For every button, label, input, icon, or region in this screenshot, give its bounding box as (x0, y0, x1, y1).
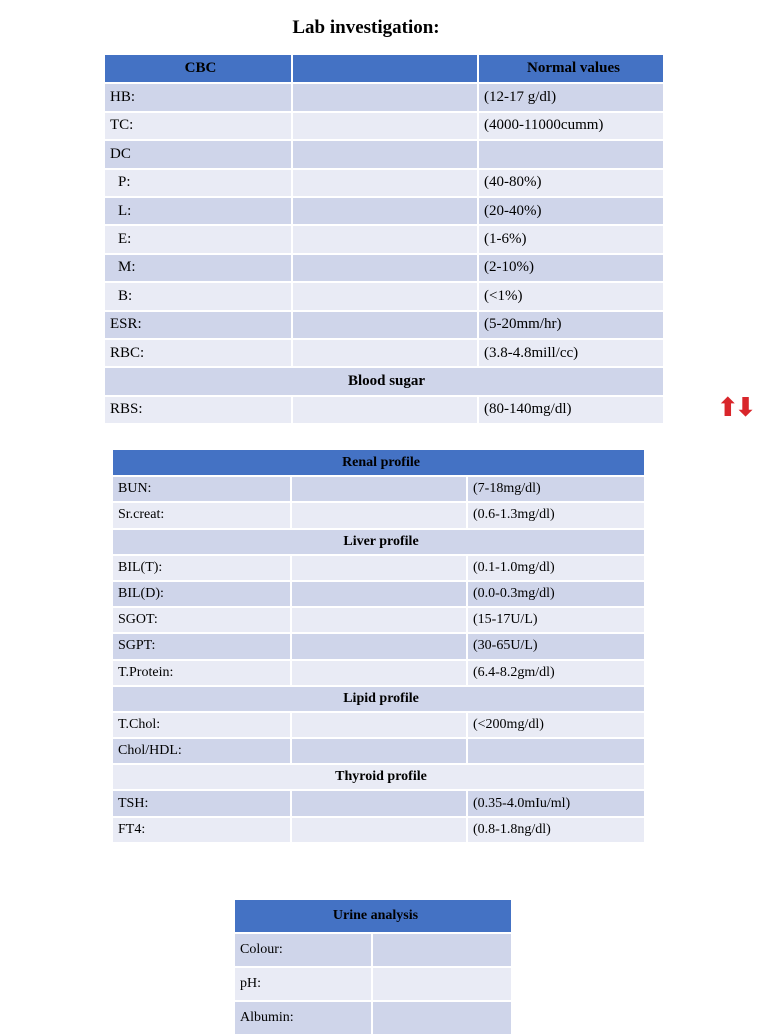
row-normal: (<200mg/dl) (467, 712, 644, 738)
table-row (105, 112, 663, 140)
table-row (105, 311, 663, 339)
row-normal: (0.0-0.3mg/dl) (467, 581, 644, 607)
table-row (235, 933, 511, 967)
section-header-row (113, 529, 644, 555)
table-row (105, 282, 663, 310)
table-row (113, 476, 644, 502)
row-label: Albumin: (235, 1001, 372, 1035)
row-normal: (0.8-1.8ng/dl) (467, 817, 644, 843)
row-normal: (5-20mm/hr) (478, 311, 663, 339)
row-label: pH: (235, 967, 372, 1001)
row-value[interactable] (291, 607, 467, 633)
liver-header: Liver profile (113, 529, 644, 555)
section-header-row (105, 367, 663, 395)
table-row (113, 712, 644, 738)
row-label: SGOT: (113, 607, 291, 633)
table-row (105, 396, 663, 424)
row-label: P: (105, 169, 292, 197)
row-value[interactable] (292, 112, 478, 140)
row-value[interactable] (292, 254, 478, 282)
cbc-header-row (105, 55, 663, 83)
page-title: Lab investigation: (292, 17, 440, 38)
row-value[interactable] (292, 140, 478, 168)
row-normal: (3.8-4.8mill/cc) (478, 339, 663, 367)
cbc-header-value (292, 55, 478, 83)
row-normal: (15-17U/L) (467, 607, 644, 633)
renal-header: Renal profile (113, 450, 644, 476)
row-label: B: (105, 282, 292, 310)
row-normal: (20-40%) (478, 197, 663, 225)
row-normal (467, 738, 644, 764)
row-value[interactable] (372, 1001, 511, 1035)
table-row (113, 817, 644, 843)
row-value[interactable] (291, 817, 467, 843)
row-value[interactable] (291, 790, 467, 816)
table-row (113, 581, 644, 607)
renal-header-row (113, 450, 644, 476)
urine-header-row (235, 900, 511, 933)
cbc-header-normal: Normal values (478, 55, 663, 83)
row-label: RBC: (105, 339, 292, 367)
cbc-table (105, 55, 663, 425)
row-normal: (0.6-1.3mg/dl) (467, 502, 644, 528)
lipid-header: Lipid profile (113, 686, 644, 712)
row-label: T.Protein: (113, 660, 291, 686)
urine-header: Urine analysis (235, 900, 511, 933)
row-normal: (30-65U/L) (467, 633, 644, 659)
row-label: T.Chol: (113, 712, 291, 738)
row-normal: (12-17 g/dl) (478, 83, 663, 111)
row-label: DC (105, 140, 292, 168)
row-label: ESR: (105, 311, 292, 339)
urine-table (235, 900, 511, 1036)
table-row (113, 790, 644, 816)
row-label: M: (105, 254, 292, 282)
row-label: TSH: (113, 790, 291, 816)
row-label: BUN: (113, 476, 291, 502)
row-label: RBS: (105, 396, 292, 424)
row-value[interactable] (292, 311, 478, 339)
row-value[interactable] (291, 502, 467, 528)
row-value[interactable] (372, 933, 511, 967)
row-value[interactable] (291, 712, 467, 738)
row-normal: (4000-11000cumm) (478, 112, 663, 140)
table-row (113, 555, 644, 581)
row-value[interactable] (292, 282, 478, 310)
table-row (105, 140, 663, 168)
row-value[interactable] (292, 197, 478, 225)
row-normal: (40-80%) (478, 169, 663, 197)
row-normal: (6.4-8.2gm/dl) (467, 660, 644, 686)
blood-sugar-header: Blood sugar (105, 367, 663, 395)
row-value[interactable] (292, 339, 478, 367)
table-row (113, 633, 644, 659)
table-row (113, 738, 644, 764)
table-row (105, 254, 663, 282)
row-label: Sr.creat: (113, 502, 291, 528)
cbc-header-label: CBC (105, 55, 292, 83)
row-normal: (0.35-4.0mIu/ml) (467, 790, 644, 816)
row-value[interactable] (291, 738, 467, 764)
table-row (113, 502, 644, 528)
table-row (113, 607, 644, 633)
row-normal: (7-18mg/dl) (467, 476, 644, 502)
row-label: TC: (105, 112, 292, 140)
table-row (105, 225, 663, 253)
row-value[interactable] (291, 581, 467, 607)
section-header-row (113, 764, 644, 790)
row-normal (478, 140, 663, 168)
row-normal: (1-6%) (478, 225, 663, 253)
row-label: E: (105, 225, 292, 253)
up-down-arrows-icon: ⬆⬇ (717, 393, 753, 423)
table-row (105, 83, 663, 111)
row-value[interactable] (292, 225, 478, 253)
row-label: BIL(D): (113, 581, 291, 607)
row-label: FT4: (113, 817, 291, 843)
row-value[interactable] (291, 476, 467, 502)
row-value[interactable] (291, 660, 467, 686)
row-value[interactable] (292, 83, 478, 111)
thyroid-header: Thyroid profile (113, 764, 644, 790)
row-normal: (2-10%) (478, 254, 663, 282)
row-value[interactable] (292, 396, 478, 424)
table-row (105, 339, 663, 367)
table-row (105, 197, 663, 225)
row-value[interactable] (292, 169, 478, 197)
table-row (235, 1001, 511, 1035)
row-value[interactable] (372, 967, 511, 1001)
table-row (235, 967, 511, 1001)
row-label: SGPT: (113, 633, 291, 659)
profiles-table (113, 450, 644, 844)
row-normal: (0.1-1.0mg/dl) (467, 555, 644, 581)
section-header-row (113, 686, 644, 712)
row-label: Colour: (235, 933, 372, 967)
row-label: Chol/HDL: (113, 738, 291, 764)
row-label: BIL(T): (113, 555, 291, 581)
row-label: HB: (105, 83, 292, 111)
row-value[interactable] (291, 633, 467, 659)
row-label: L: (105, 197, 292, 225)
row-value[interactable] (291, 555, 467, 581)
table-row (113, 660, 644, 686)
row-normal: (80-140mg/dl) (478, 396, 663, 424)
table-row (105, 169, 663, 197)
row-normal: (<1%) (478, 282, 663, 310)
